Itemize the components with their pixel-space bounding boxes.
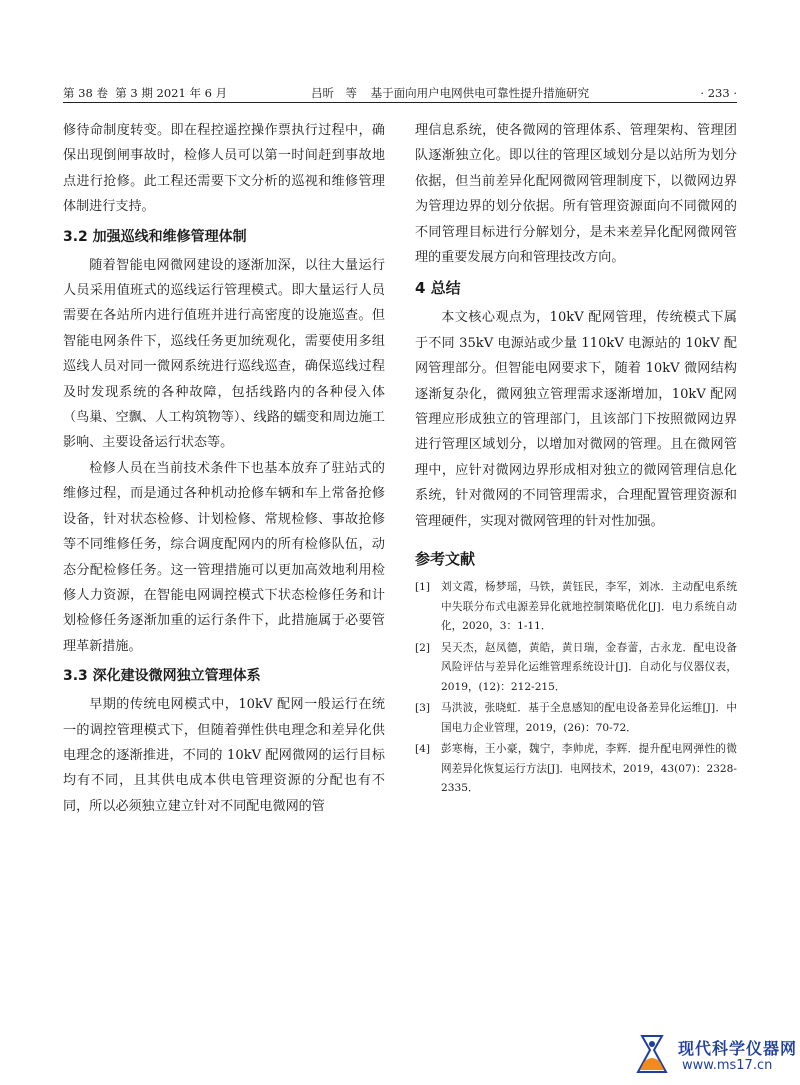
reference-number: [2] bbox=[415, 641, 431, 654]
reference-number: [4] bbox=[415, 743, 431, 756]
watermark-title: 现代科学仪器网 bbox=[678, 1039, 798, 1058]
running-header bbox=[63, 84, 737, 103]
reference-item bbox=[415, 699, 737, 738]
watermark bbox=[632, 1028, 797, 1078]
reference-item bbox=[415, 740, 737, 799]
reference-number: [1] bbox=[415, 581, 431, 594]
reference-text: 吴天杰，赵凤德，黄皓，黄日瑞，金春蕾，古永龙．配电设备风险评估与差异化运维管理系统设计[J]．自动化与仪器仪表，2019，(12)：212-215． bbox=[441, 641, 737, 693]
watermark-logo-icon bbox=[632, 1032, 672, 1076]
section-heading-4: 4 总结 bbox=[415, 279, 461, 298]
paragraph: 本文核心观点为，10kV 配网管理，传统模式下属于不同 35kV 电源站或少量 110kV 电源站的 10kV 配网管理部分。但智能电网要求下，随着 10kV 微网结构逐渐复杂化，微网独立管理需求逐渐增加，10kV 配网管理应形成独立的管理部门，且该部门下按照微网边界进行管理区域划分，以增加对微网的管理。且在微网管理中，应针对微网边界形成相对独立的微网管理信息化系统，针对微网的不同管理需求，合理配置管理资源和管理硬件，实现对微网管理的针对性加强。 bbox=[415, 310, 737, 529]
header-authors: 吕昕 等 bbox=[311, 86, 357, 100]
reference-list bbox=[415, 578, 737, 799]
paragraph: 检修人员在当前技术条件下也基本放弃了驻站式的维修过程，而是通过各种机动抢修车辆和车上常备抢修设备，针对状态检修、计划检修、常规检修、事故抢修等不同维修任务，综合调度配网内的所有检修队伍，动态分配检修任务。这一管理措施可以更加高效地利用检修人力资源，在智能电网调控模式下状态检修任务和计划检修任务逐渐加重的运行条件下，此措施属于必要管理革新措施。 bbox=[63, 460, 385, 654]
page-number: · 233 · bbox=[700, 86, 737, 100]
section-heading-3-3: 3.3 深化建设微网独立管理体系 bbox=[63, 668, 261, 685]
right-column bbox=[415, 118, 737, 801]
paragraph: 理信息系统，使各微网的管理体系、管理架构、管理团队逐渐独立化。即以往的管理区域划分是以站所为划分依据，但当前差异化配网微网管理制度下，以微网边界为管理边界的划分依据。所有管理资源面向不同微网的不同管理目标进行分解划分，是未来差异化配网微网管理的重要发展方向和管理技改方向。 bbox=[415, 123, 737, 266]
paragraph: 早期的传统电网模式中，10kV 配网一般运行在统一的调控管理模式下，但随着弹性供电理念和差异化供电理念的逐渐推进，不同的 10kV 配网微网的运行目标均有不同，且其供电成本供电管理资源的分配也有不同，所以必须独立建立针对不同配电微网的管 bbox=[63, 697, 385, 814]
reference-item bbox=[415, 578, 737, 637]
paragraph: 随着智能电网微网建设的逐渐加深，以往大量运行人员采用值班式的巡线运行管理模式。即大量运行人员需要在各站所内进行值班并进行高密度的设施巡查。但智能电网条件下，巡线任务更加统观化，需要使用多组巡线人员对同一微网系统进行巡线巡查，确保巡线过程及时发现系统的各种故障，包括线路内的各种侵入体（鸟巢、空飘、人工构筑物等）、线路的蠕变和周边施工影响、主要设备运行状态等。 bbox=[63, 257, 385, 451]
watermark-url: www.ms17.cn bbox=[682, 1058, 773, 1073]
paragraph: 修待命制度转变。即在程控遥控操作票执行过程中，确保出现倒闸事故时，检修人员可以第一时间赶到事故地点进行抢修。此工程还需要下文分析的巡视和维修管理体制进行支持。 bbox=[63, 123, 385, 215]
reference-text: 彭寒梅，王小豪，魏宁，李帅虎，李辉．提升配电网弹性的微网差异化恢复运行方法[J]．电网技术，2019，43(07)：2328-2335． bbox=[441, 743, 737, 795]
reference-text: 刘文霞，杨梦瑶，马铁，黄钰民，李军，刘冰．主动配电系统中失联分布式电源差异化就地控制策略优化[J]．电力系统自动化，2020，3：1-11． bbox=[441, 581, 737, 633]
references-heading: 参考文献 bbox=[415, 550, 476, 569]
header-article-info bbox=[311, 84, 599, 102]
section-heading-3-2: 3.2 加强巡线和维修管理体制 bbox=[63, 228, 247, 245]
header-title: 基于面向用户电网供电可靠性提升措施研究 bbox=[370, 86, 590, 100]
reference-item bbox=[415, 639, 737, 698]
left-column bbox=[63, 118, 385, 819]
reference-text: 马洪波，张晓虹．基于全息感知的配电设备差异化运维[J]．中国电力企业管理，2019，(26)：70-72． bbox=[441, 702, 737, 734]
reference-number: [3] bbox=[415, 702, 431, 715]
journal-issue: 第 38 卷 第 3 期 2021 年 6 月 bbox=[63, 86, 228, 100]
